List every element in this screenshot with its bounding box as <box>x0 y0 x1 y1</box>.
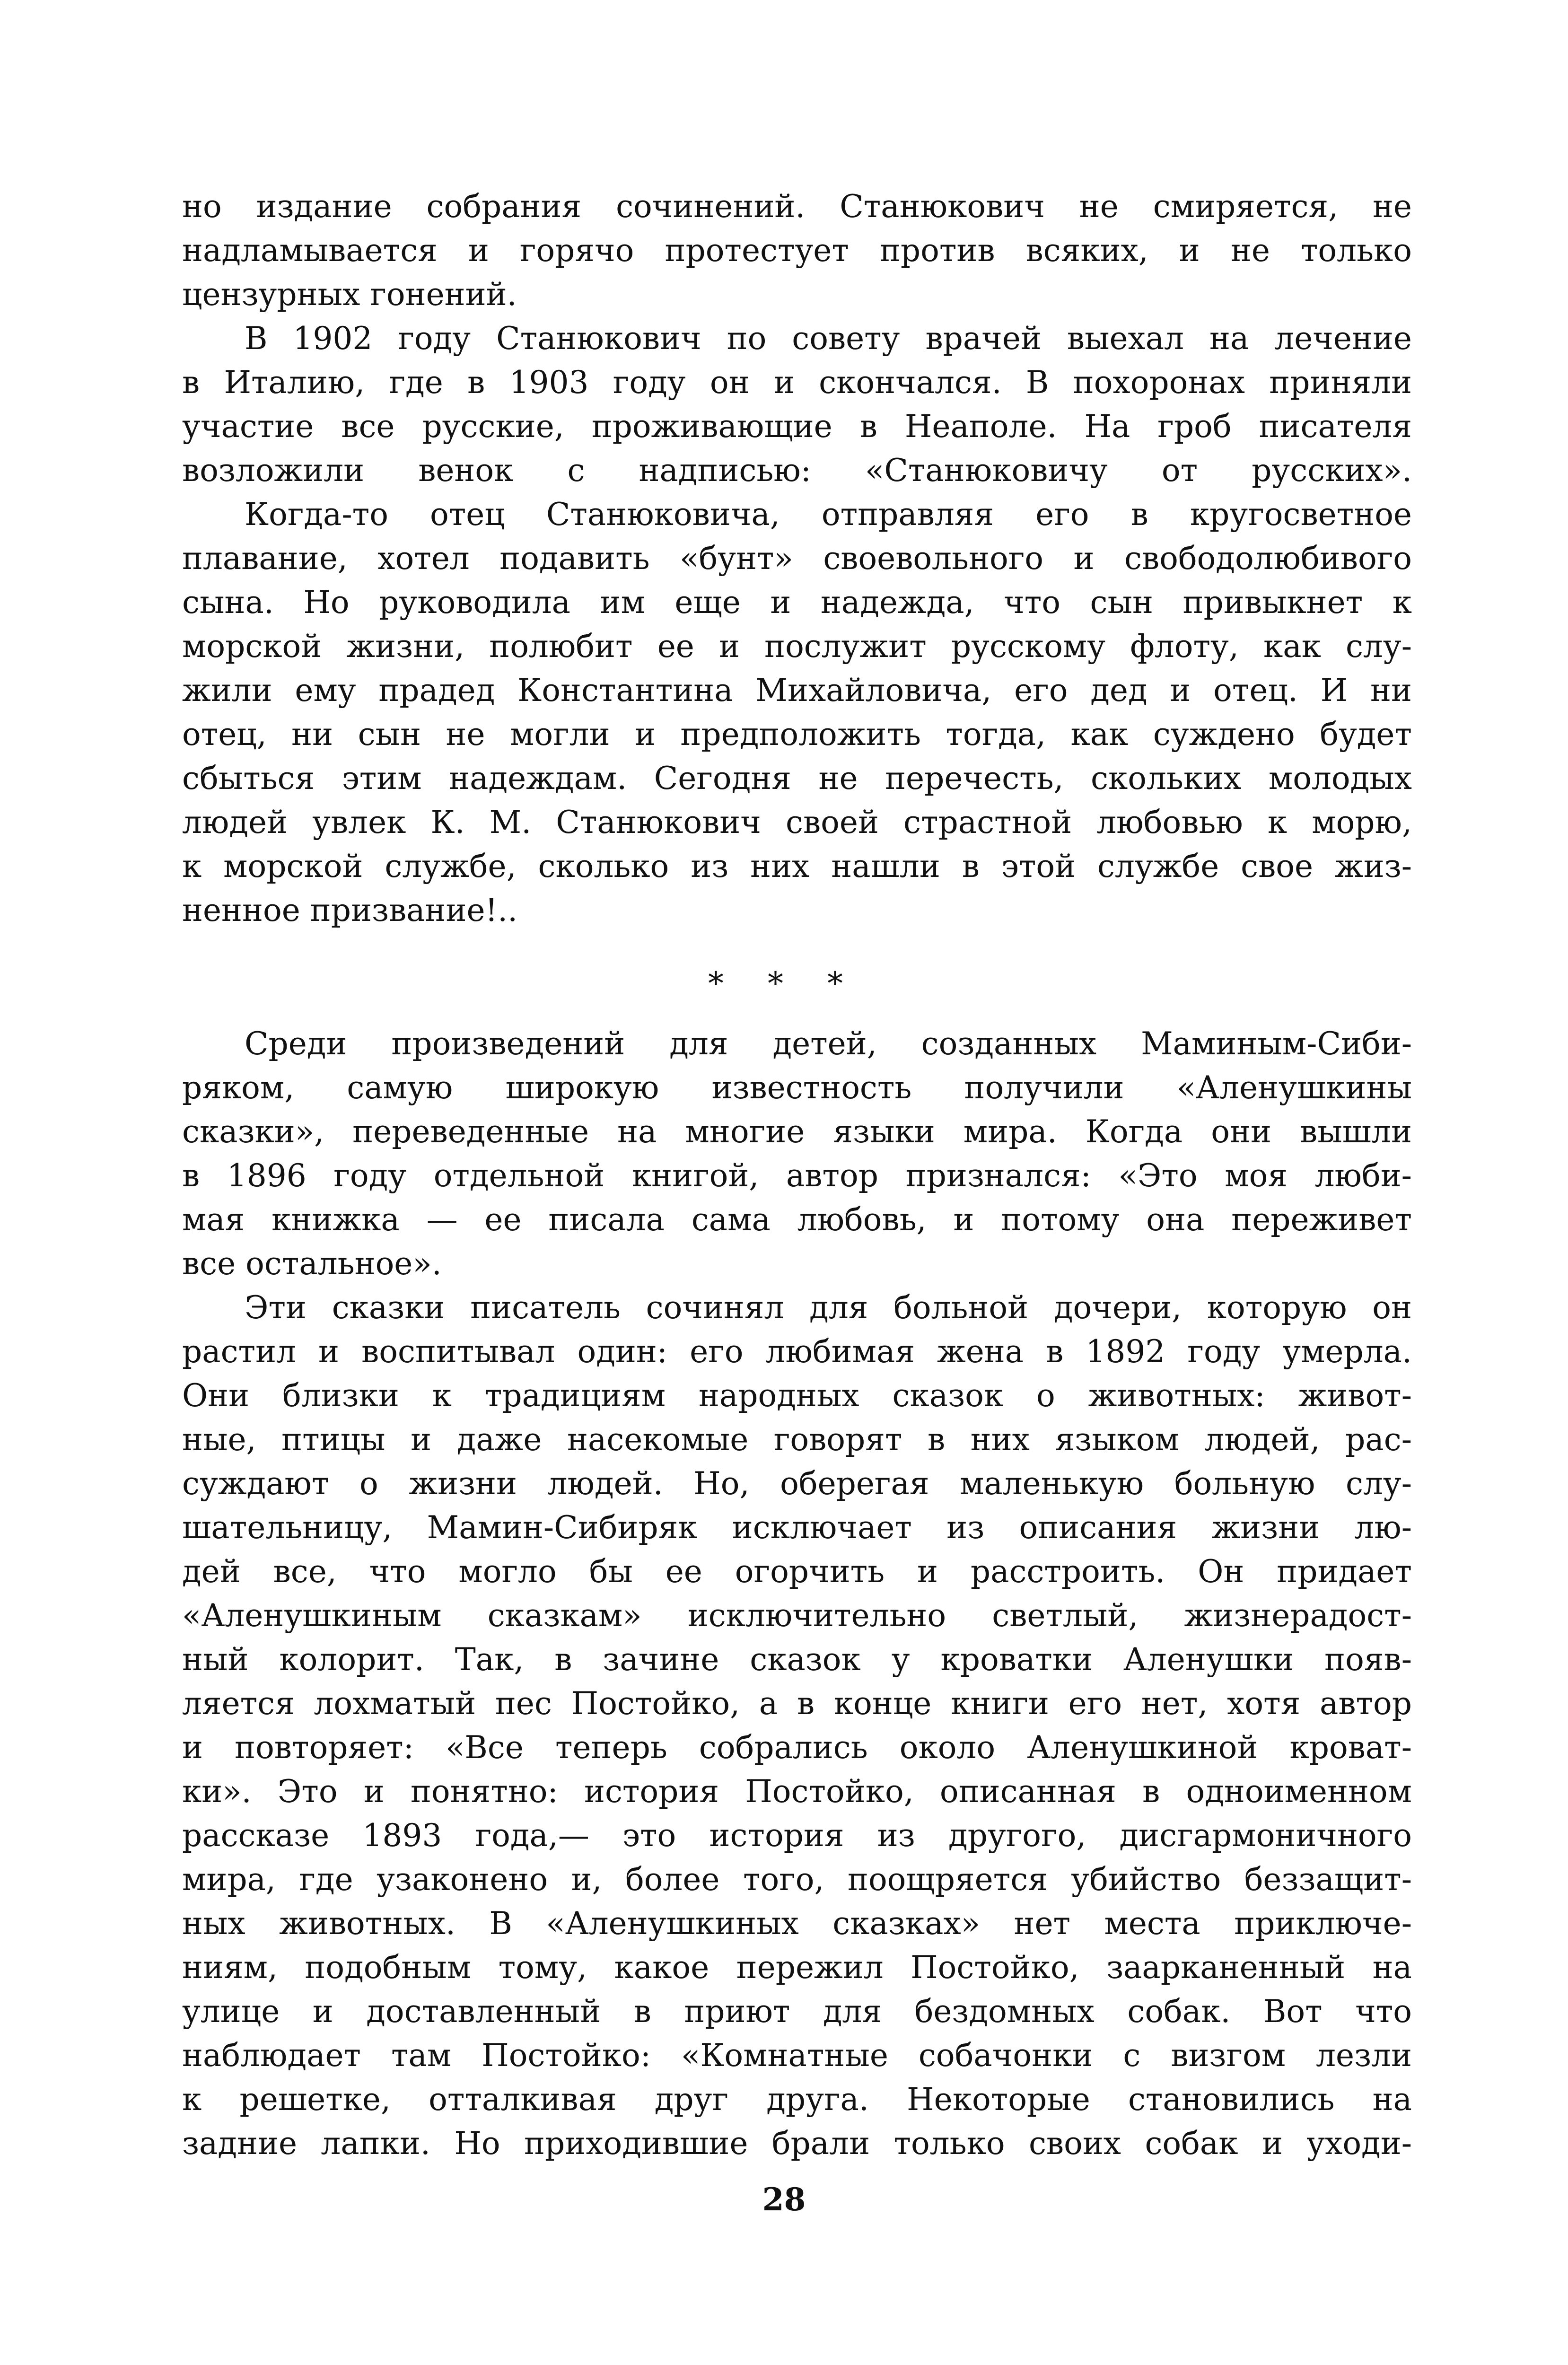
text-line: ляется лохматый пес Постойко, а в конце книги его нет, хотя автор <box>182 1685 1412 1722</box>
text-line: улице и доставленный в приют для бездомных собак. Вот что <box>182 1993 1412 2030</box>
text-line: шательницу, Мамин-Сибиряк исключает из описания жизни лю- <box>182 1509 1412 1546</box>
text-line: жили ему прадед Константина Михайловича, его дед и отец. И ни <box>182 672 1412 709</box>
text-line: Среди произведений для детей, созданных Маминым-Сиби- <box>245 1025 1412 1062</box>
text-line: сына. Но руководила им еще и надежда, что сын привыкнет к <box>182 584 1412 621</box>
text-line: наблюдает там Постойко: «Комнатные собачонки с визгом лезли <box>182 2037 1412 2074</box>
text-line: рассказе 1893 года,— это история из другого, дисгармоничного <box>182 1817 1412 1854</box>
text-line: мира, где узаконено и, более того, поощряется убийство беззащит- <box>182 1861 1412 1898</box>
text-line: к морской службе, сколько из них нашли в этой службе свое жиз- <box>182 848 1412 885</box>
text-line: суждают о жизни людей. Но, оберегая маленькую больную слу- <box>182 1465 1412 1502</box>
text-line: в Италию, где в 1903 году он и скончался. В похоронах приняли <box>182 364 1412 401</box>
text-line: возложили венок с надписью: «Станюковичу от русских». <box>182 452 1412 489</box>
text-line: ных животных. В «Аленушкиных сказках» нет места приключе- <box>182 1905 1412 1942</box>
text-line: отец, ни сын не могли и предположить тогда, как суждено будет <box>182 716 1412 753</box>
text-line: участие все русские, проживающие в Неаполе. На гроб писателя <box>182 408 1412 445</box>
text-line: В 1902 году Станюкович по совету врачей выехал на лечение <box>245 320 1412 357</box>
text-line: цензурных гонений. <box>182 276 517 313</box>
text-line: сказки», переведенные на многие языки мира. Когда они вышли <box>182 1113 1412 1150</box>
text-line: ный колорит. Так, в зачине сказок у кроватки Аленушки появ- <box>182 1641 1412 1678</box>
text-block-stanyukovich <box>182 184 1412 932</box>
section-divider: * * * <box>708 965 860 1002</box>
text-line: ниям, подобным тому, какое пережил Постойко, заарканенный на <box>182 1949 1412 1986</box>
text-line: сбыться этим надеждам. Сегодня не перечесть, скольких молодых <box>182 760 1412 797</box>
text-line: дей все, что могло бы ее огорчить и расстроить. Он придает <box>182 1553 1412 1590</box>
text-line: плавание, хотел подавить «бунт» своевольного и свободолюбивого <box>182 540 1412 577</box>
text-line: в 1896 году отдельной книгой, автор признался: «Это моя люби- <box>182 1157 1412 1194</box>
page-number: 28 <box>762 2181 806 2218</box>
text-line: Когда-то отец Станюковича, отправляя его в кругосветное <box>245 496 1412 533</box>
text-block-mamin-sibiryak <box>182 1022 1412 2165</box>
text-line: но издание собрания сочинений. Станюкович не смиряется, не <box>182 188 1412 225</box>
text-line: растил и воспитывал один: его любимая жена в 1892 году умерла. <box>182 1333 1412 1370</box>
text-line: людей увлек К. М. Станюкович своей страстной любовью к морю, <box>182 804 1412 841</box>
text-line: мая книжка — ее писала сама любовь, и потому она переживет <box>182 1201 1412 1238</box>
text-line: надламывается и горячо протестует против всяких, и не только <box>182 232 1412 269</box>
text-line: ки». Это и понятно: история Постойко, описанная в одноименном <box>182 1773 1412 1810</box>
text-line: Они близки к традициям народных сказок о животных: живот- <box>182 1377 1412 1414</box>
text-line: все остальное». <box>182 1245 442 1282</box>
text-line: к решетке, отталкивая друг друга. Некоторые становились на <box>182 2081 1412 2118</box>
text-line: и повторяет: «Все теперь собрались около Аленушкиной кроват- <box>182 1729 1412 1766</box>
text-line: ненное призвание!.. <box>182 892 518 928</box>
text-line: ные, птицы и даже насекомые говорят в них языком людей, рас- <box>182 1421 1412 1458</box>
text-line: морской жизни, полюбит ее и послужит русскому флоту, как слу- <box>182 628 1412 665</box>
text-line: Эти сказки писатель сочинял для больной дочери, которую он <box>245 1289 1412 1326</box>
text-line: ряком, самую широкую известность получили «Аленушкины <box>182 1069 1412 1106</box>
text-line: «Аленушкиным сказкам» исключительно светлый, жизнерадост- <box>182 1597 1412 1634</box>
text-line: задние лапки. Но приходившие брали только своих собак и уходи- <box>182 2125 1412 2162</box>
